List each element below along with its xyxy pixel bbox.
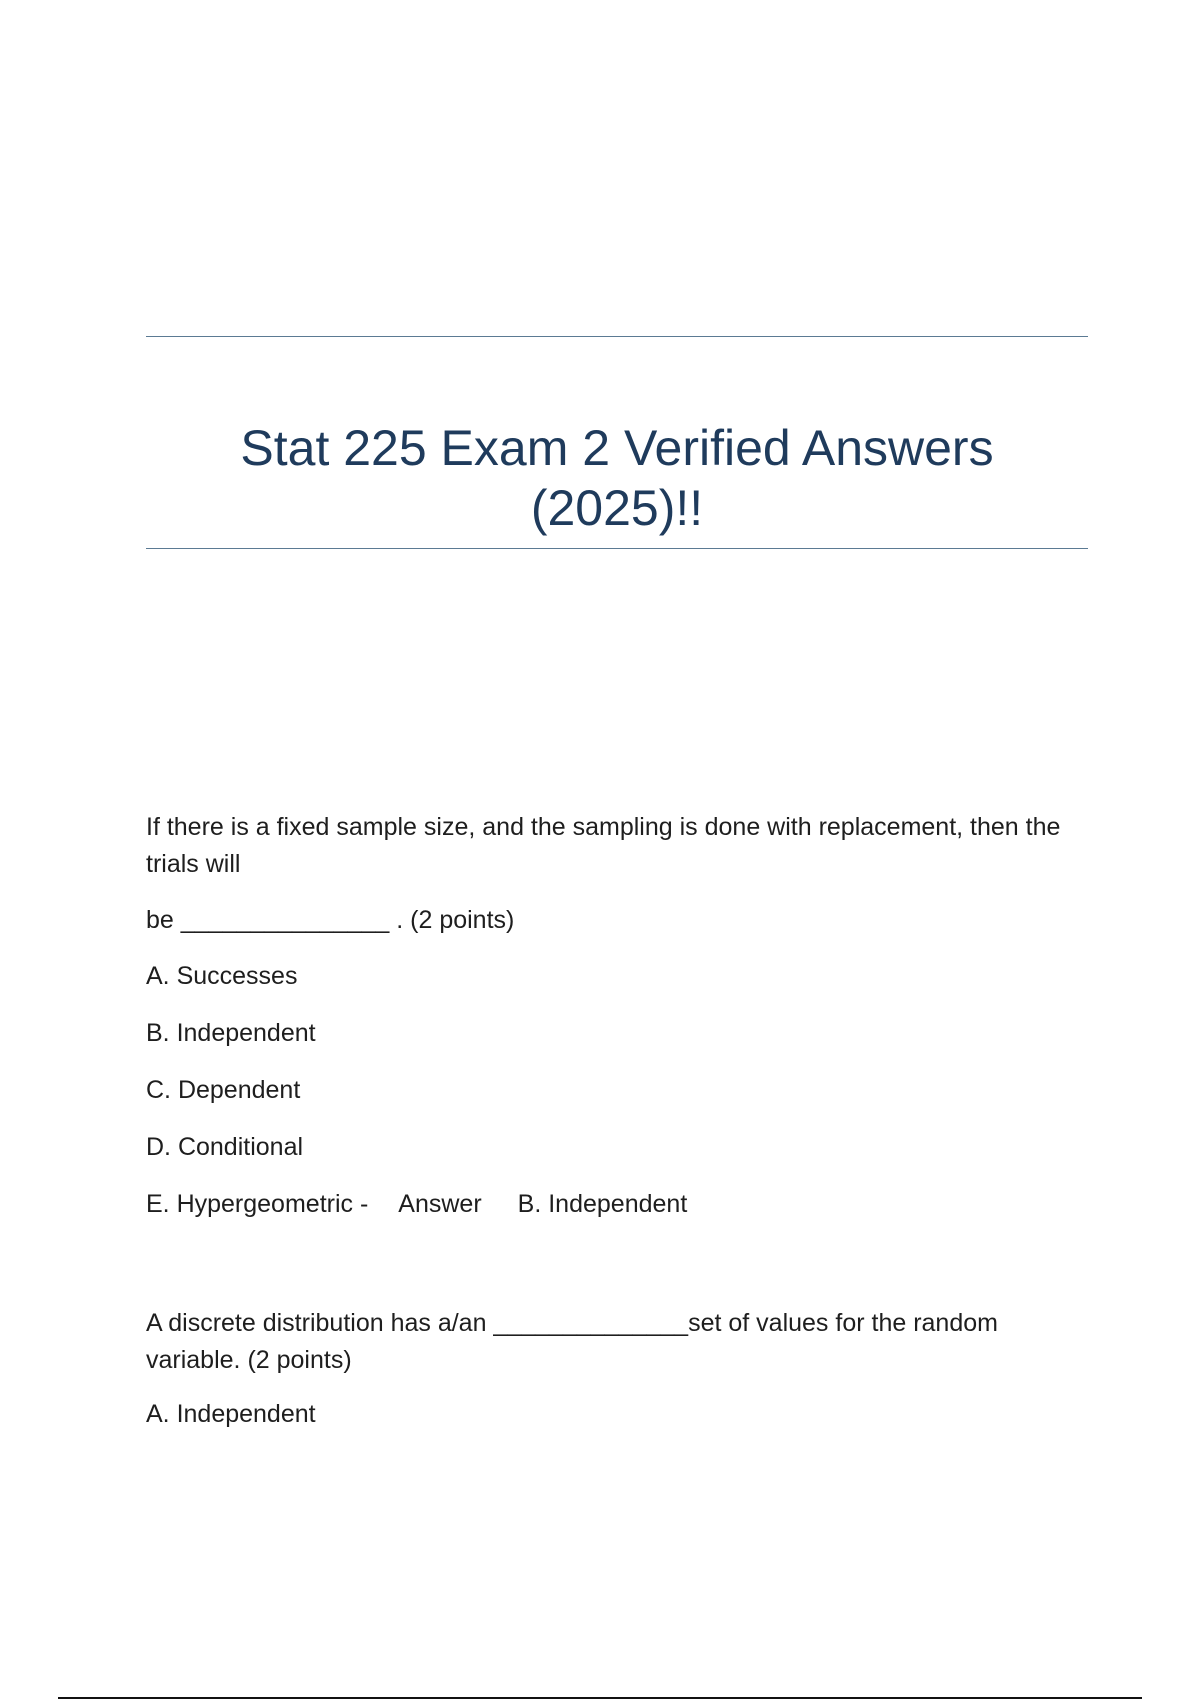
page-bottom-rule bbox=[58, 1697, 1142, 1699]
question-1-option-e bbox=[146, 1186, 1088, 1223]
question-1-option-d: D. Conditional bbox=[146, 1133, 304, 1161]
title-line-1: Stat 225 Exam 2 Verified Answers bbox=[240, 420, 994, 476]
question-1-option-e-text: E. Hypergeometric - bbox=[146, 1190, 369, 1218]
question-2-option-a: A. Independent bbox=[146, 1400, 316, 1428]
document-title bbox=[146, 418, 1088, 538]
question-1-option-a: A. Successes bbox=[146, 962, 298, 990]
question-1-option-c: C. Dependent bbox=[146, 1076, 301, 1104]
title-line-2: (2025)!! bbox=[530, 480, 704, 536]
question-2-stem: A discrete distribution has a/an ______________set of values for the random variable. (2 points) bbox=[146, 1309, 998, 1374]
question-1-answer-label: Answer bbox=[398, 1190, 482, 1218]
question-1-answer-value: B. Independent bbox=[517, 1190, 688, 1218]
question-1-option-b: B. Independent bbox=[146, 1019, 316, 1047]
title-bottom-rule bbox=[146, 548, 1088, 549]
question-1-stem-continued: be _______________ . (2 points) bbox=[146, 906, 515, 934]
question-1 bbox=[146, 809, 1088, 1243]
question-1-stem: If there is a fixed sample size, and the sampling is done with replacement, then the trials will bbox=[146, 813, 1061, 878]
question-2 bbox=[146, 1305, 1088, 1433]
title-top-rule bbox=[146, 336, 1088, 337]
